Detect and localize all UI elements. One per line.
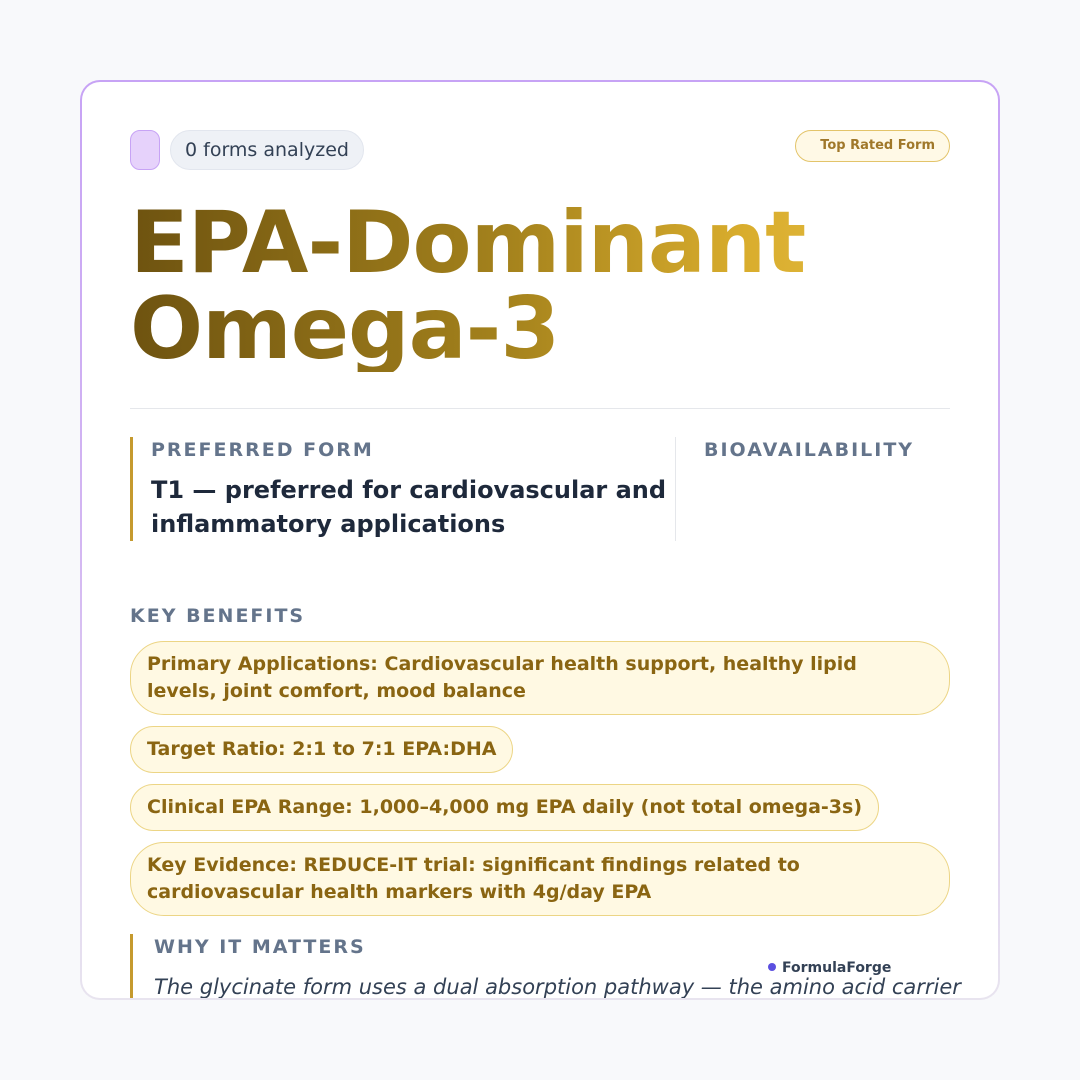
- preferred-form-stat: [130, 437, 675, 541]
- product-card: [80, 80, 1000, 1000]
- benefit-item-target-ratio: Target Ratio: 2:1 to 7:1 EPA:DHA: [130, 726, 513, 773]
- preferred-form-label: PREFERRED FORM: [151, 439, 374, 461]
- title-line-1: EPA-Dominant: [130, 193, 806, 293]
- benefits-list: [130, 641, 950, 916]
- why-it-matters-label: WHY IT MATTERS: [154, 936, 366, 958]
- divider: [130, 408, 950, 409]
- forms-analyzed-chip[interactable]: 0 forms analyzed: [170, 130, 364, 170]
- brand-name: FormulaForge: [782, 960, 892, 976]
- preferred-form-value: T1 — preferred for cardiovascular and inflammatory applications: [151, 476, 667, 538]
- bioavailability-label: BIOAVAILABILITY: [704, 439, 915, 461]
- title-line-2: Omega-3: [130, 279, 560, 379]
- brand-dot-icon: [768, 963, 776, 971]
- top-rated-badge: Top Rated Form: [795, 130, 950, 162]
- benefit-item-primary-applications: Primary Applications: Cardiovascular health support, healthy lipid levels, joint comfort, mood balance: [130, 641, 950, 715]
- benefit-item-clinical-epa-range: Clinical EPA Range: 1,000–4,000 mg EPA daily (not total omega-3s): [130, 784, 879, 831]
- benefit-item-key-evidence: Key Evidence: REDUCE-IT trial: significant findings related to cardiovascular health markers with 4g/day EPA: [130, 842, 950, 916]
- brand-mark: [768, 960, 891, 976]
- page-title: [130, 193, 950, 379]
- key-benefits-label: KEY BENEFITS: [130, 605, 306, 627]
- bioavailability-stat: [675, 437, 950, 541]
- stats-row: [130, 437, 950, 541]
- why-it-matters-text: The glycinate form uses a dual absorption pathway — the amino acid carrier: [154, 975, 961, 999]
- color-swatch: [130, 130, 160, 170]
- card-header: [130, 130, 950, 170]
- card-content: [130, 130, 961, 1000]
